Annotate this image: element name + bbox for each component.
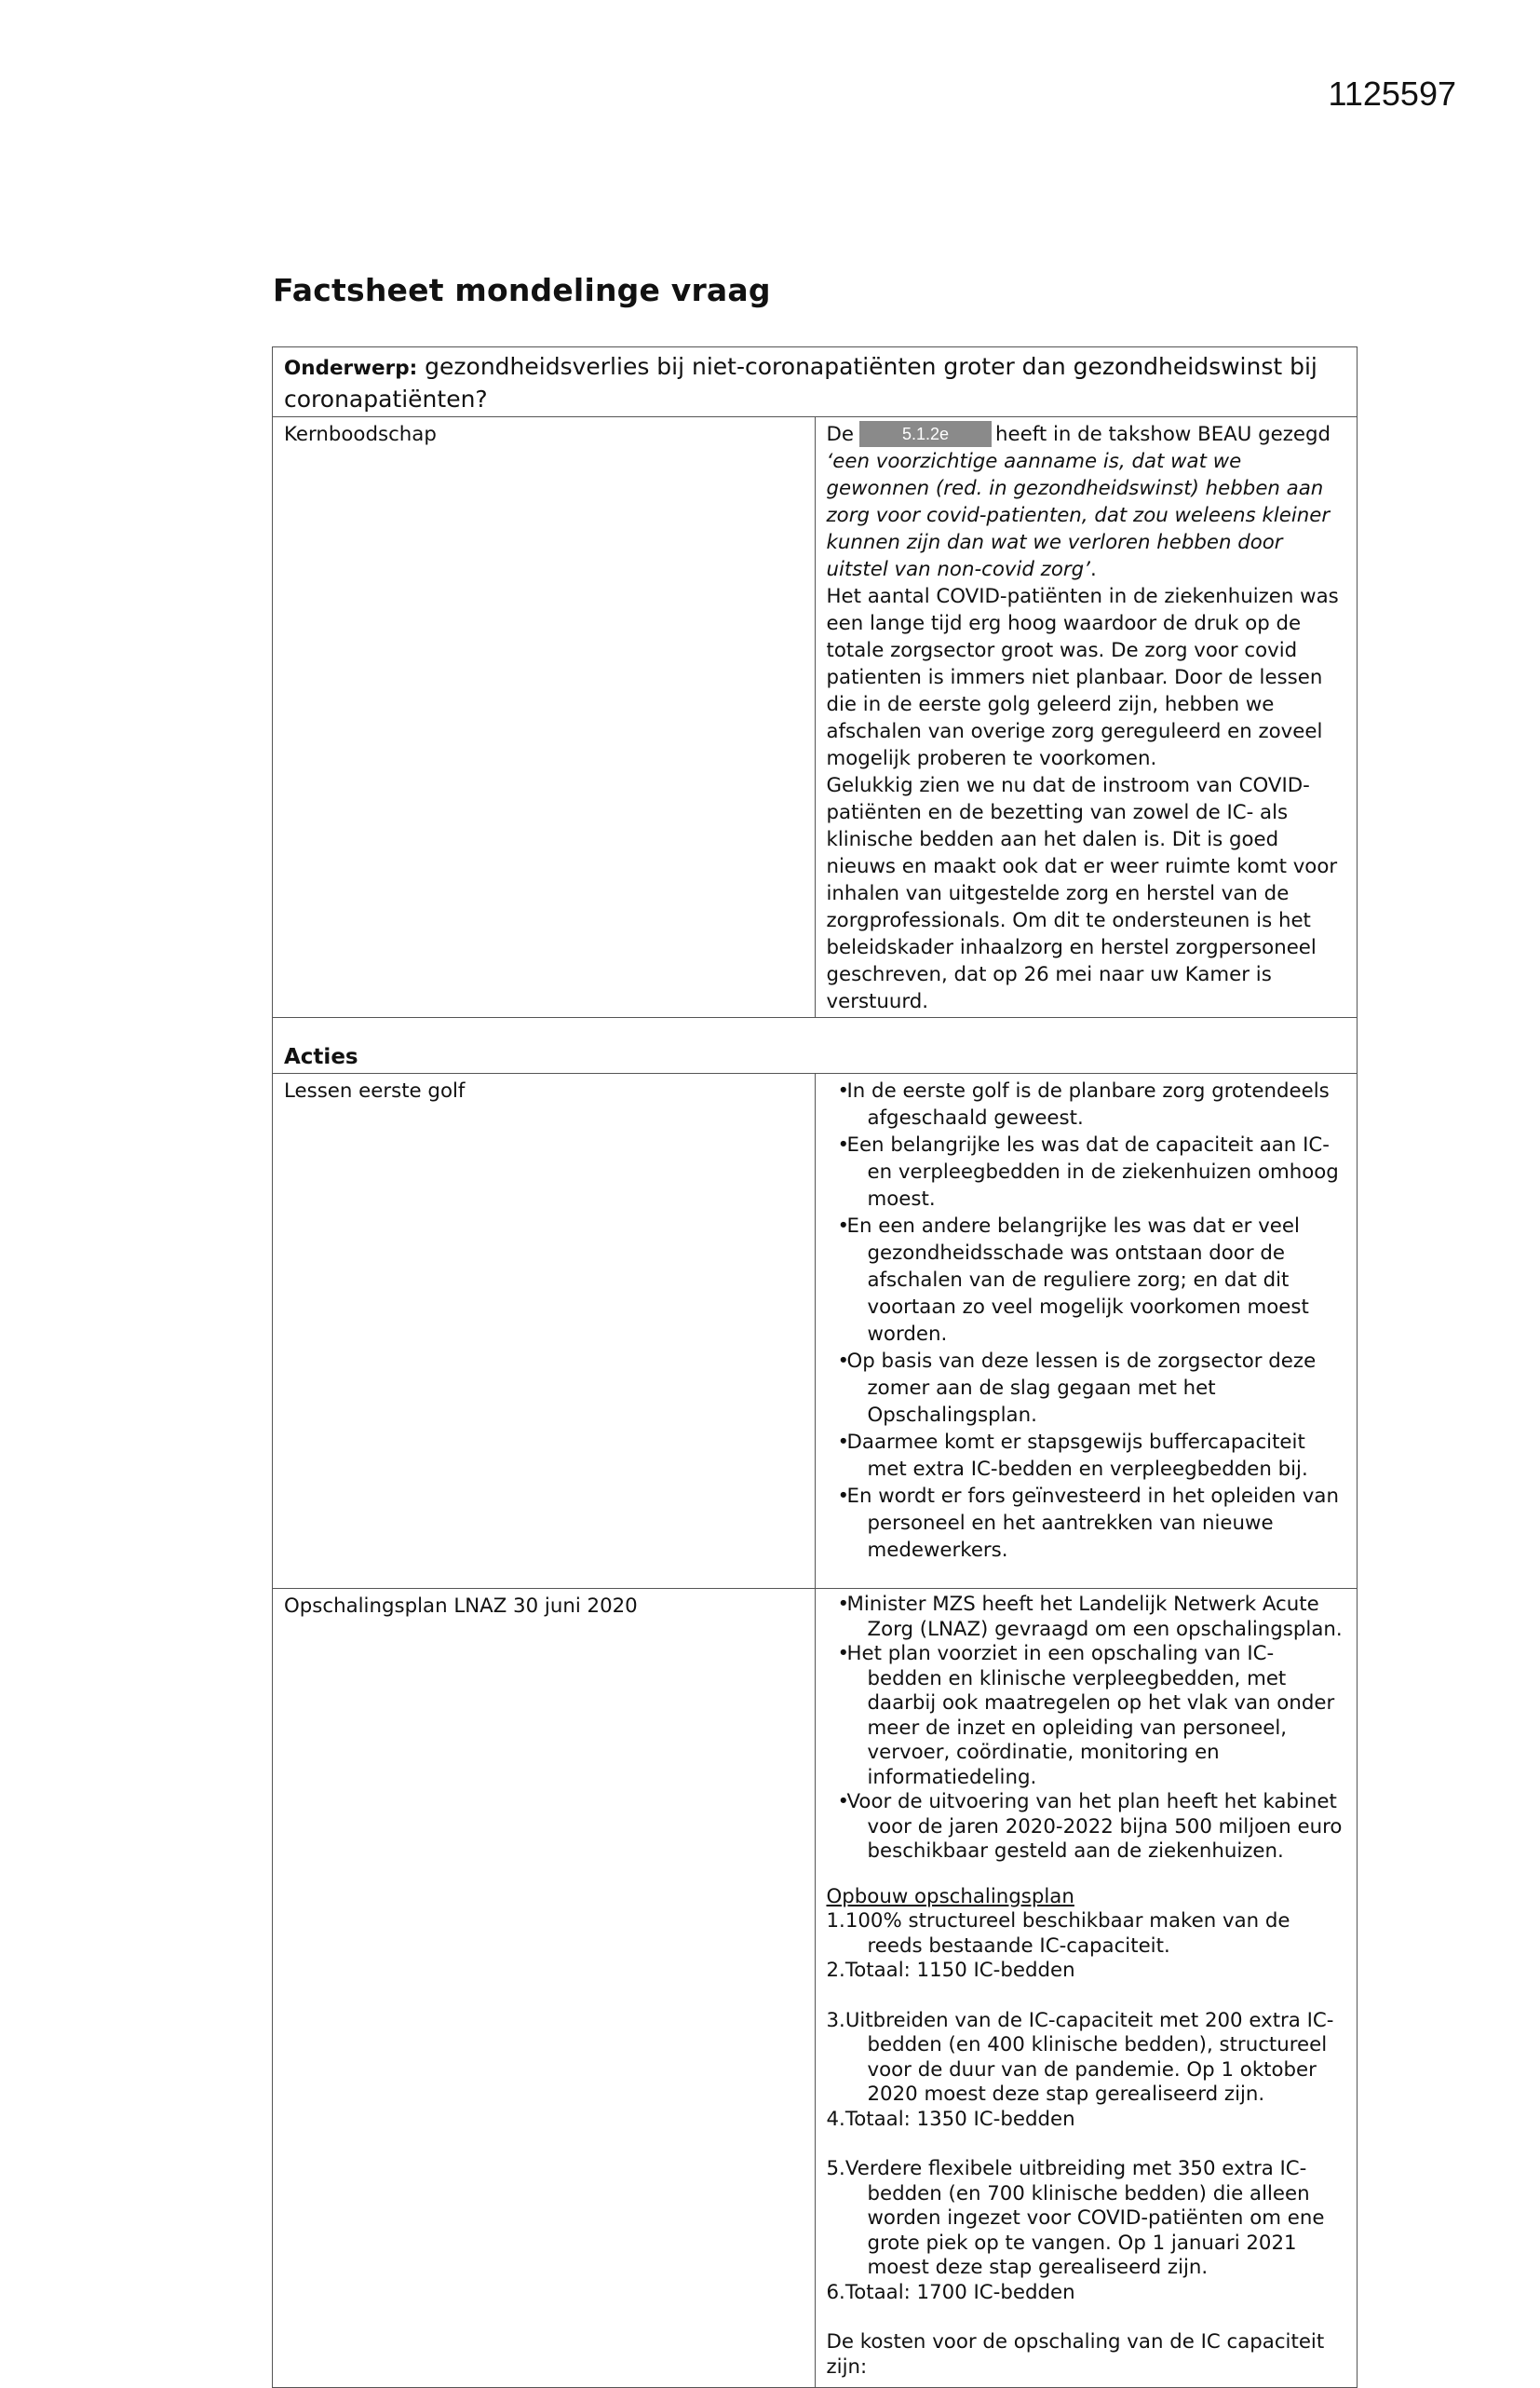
lessen-bullet-list <box>827 1078 1346 1564</box>
list-item: 6.Totaal: 1700 IC-bedden <box>826 2280 1075 2304</box>
kernboodschap-quote: ‘een voorzichtige aanname is, dat wat we gewonnen (red. in gezondheidswinst) hebben aan zorg voor covid-patienten, dat zou weleens kleiner kunnen zijn dan wat we verloren hebben door uitstel van non-covid zorg’ <box>826 450 1331 581</box>
list-item: 2.Totaal: 1150 IC-bedden <box>826 1959 1075 1982</box>
list-item: • En wordt er fors geïnvesteerd in het opleiden van personeel en het aantrekken van nieuwe medewerkers. <box>827 1483 1346 1564</box>
list-item: • Een belangrijke les was dat de capaciteit aan IC- en verpleegbedden in de ziekenhuizen omhoog moest. <box>827 1132 1346 1213</box>
lessen-content <box>815 1074 1358 1589</box>
kosten-text: De kosten voor de opschaling van de IC capaciteit zijn: <box>826 2330 1325 2379</box>
subject-label: Onderwerp: <box>284 357 418 380</box>
kernboodschap-paragraph-3: Gelukkig zien we nu dat de instroom van COVID-patiënten en de bezetting van zowel de IC- als klinische bedden aan het dalen is. Dit is goed nieuws en maakt ook dat er weer ruimte komt voor inhalen van uitgestelde zorg en herstel van de zorgprofessionals. Om dit te ondersteunen is het beleidskader inhaalzorg en herstel zorgpersoneel geschreven, dat op 26 mei naar uw Kamer is verstuurd. <box>826 774 1338 1013</box>
kernboodschap-quote-end: . <box>1089 558 1097 581</box>
opbouw-steps <box>827 1909 1346 2305</box>
opschaling-label: Opschalingsplan LNAZ 30 juni 2020 <box>273 1589 816 2388</box>
page-title: Factsheet mondelinge vraag <box>273 272 771 308</box>
list-item: • Minister MZS heeft het Landelijk Netwerk Acute Zorg (LNAZ) gevraagd om een opschalingsplan. <box>827 1593 1346 1642</box>
kernboodschap-label: Kernboodschap <box>273 417 816 1018</box>
kernboodschap-paragraph-2: Het aantal COVID-patiënten in de ziekenhuizen was een lange tijd erg hoog waardoor de druk op de totale zorgsector groot was. De zorg voor covid patienten is immers niet planbaar. Door de lessen die in de eerste golg geleerd zijn, hebben we afschalen van overige zorg gereguleerd en zoveel mogelijk proberen te voorkomen. <box>826 585 1339 770</box>
list-item: • Voor de uitvoering van het plan heeft het kabinet voor de jaren 2020-2022 bijna 500 miljoen euro beschikbaar gesteld aan de ziekenhuizen. <box>827 1790 1346 1865</box>
list-item: 3.Uitbreiden van de IC-capaciteit met 200 extra IC-bedden (en 400 klinische bedden), structureel voor de duur van de pandemie. Op 1 oktober 2020 moest deze stap gerealiseerd zijn. <box>826 2008 1334 2106</box>
lessen-row <box>273 1074 1358 1589</box>
spacer <box>827 2132 1346 2157</box>
acties-row <box>273 1018 1358 1074</box>
list-item: 1.100% structureel beschikbaar maken van de reeds bestaande IC-capaciteit. <box>826 1909 1290 1958</box>
acties-heading: Acties <box>273 1018 1358 1074</box>
lessen-label: Lessen eerste golf <box>273 1074 816 1589</box>
redaction-box: 5.1.2e <box>859 421 992 447</box>
opschaling-bullet-list <box>827 1593 1346 1865</box>
list-item: • En een andere belangrijke les was dat er veel gezondheidsschade was ontstaan door de afschalen van de reguliere zorg; en dat dit voortaan zo veel mogelijk voorkomen moest worden. <box>827 1213 1346 1348</box>
list-item: • In de eerste golf is de planbare zorg grotendeels afgeschaald geweest. <box>827 1078 1346 1132</box>
kernboodschap-paragraph-1 <box>827 421 1346 583</box>
list-item: • Het plan voorziet in een opschaling van IC-bedden en klinische verpleegbedden, met daarbij ook maatregelen op het vlak van onder meer de inzet en opleiding van personeel, vervoer, coördinatie, monitoring en informatiedeling. <box>827 1642 1346 1790</box>
document-number: 1125597 <box>1328 75 1456 113</box>
kernboodschap-row <box>273 417 1358 1018</box>
spacer <box>827 1984 1346 2009</box>
list-item: 5.Verdere flexibele uitbreiding met 350 extra IC-bedden (en 700 klinische bedden) die alleen worden ingezet voor COVID-patiënten om ene grote piek op te vangen. Op 1 januari 2021 moest deze stap gerealiseerd zijn. <box>826 2157 1325 2279</box>
opschaling-row <box>273 1589 1358 2388</box>
list-item: • Daarmee komt er stapsgewijs buffercapaciteit met extra IC-bedden en verpleegbedden bij. <box>827 1429 1346 1483</box>
opschaling-content <box>815 1589 1358 2388</box>
opbouw-heading: Opbouw opschalingsplan <box>826 1884 1074 1908</box>
list-item: • Op basis van deze lessen is de zorgsector deze zomer aan de slag gegaan met het Opschalingsplan. <box>827 1348 1346 1429</box>
subject-text: gezondheidsverlies bij niet-coronapatiënten groter dan gezondheidswinst bij coronapatiënten? <box>284 353 1317 413</box>
list-item: 4.Totaal: 1350 IC-bedden <box>826 2107 1075 2131</box>
kernboodschap-quote-intro: heeft in de takshow BEAU gezegd <box>995 423 1331 446</box>
kernboodschap-content <box>815 417 1358 1018</box>
subject-cell <box>273 347 1358 417</box>
kernboodschap-prefix: De <box>826 423 855 446</box>
factsheet-table <box>272 346 1358 2388</box>
subject-row <box>273 347 1358 417</box>
